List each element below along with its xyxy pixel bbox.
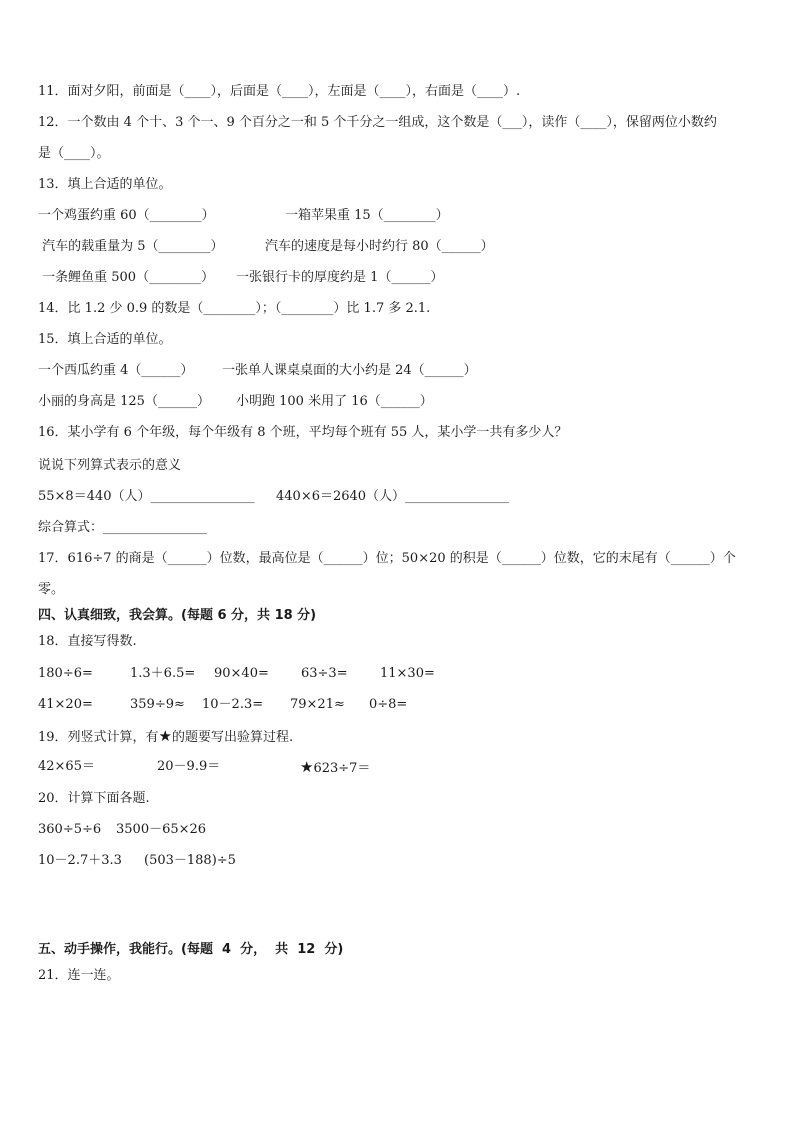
q16-subtitle: 说说下列算式表示的意义 bbox=[38, 458, 182, 473]
q15-height: 小丽的身高是 125（______） bbox=[38, 394, 210, 409]
q18-item: 90×40= bbox=[214, 666, 269, 681]
question-15: 15．填上合适的单位。 bbox=[38, 332, 172, 347]
star-icon: ★ bbox=[158, 727, 172, 745]
q19-item: 20－9.9＝ bbox=[157, 759, 221, 774]
q16-combined: 综合算式：________________ bbox=[38, 520, 208, 535]
q13-truck-load: 汽车的载重量为 5（________） bbox=[38, 239, 224, 254]
q18-item: 41×20= bbox=[38, 697, 93, 712]
q18-item: 11×30= bbox=[380, 666, 435, 681]
q15-run: 小明跑 100 米用了 16（______） bbox=[236, 394, 433, 409]
q19-item-starred: ★623÷7＝ bbox=[300, 758, 371, 776]
q18-item: 180÷6= bbox=[38, 666, 93, 681]
section-5-heading: 五、动手操作，我能行。(每题 4 分， 共 12 分) bbox=[38, 942, 344, 957]
q18-item: 79×21≈ bbox=[290, 697, 345, 712]
question-21: 21．连一连。 bbox=[38, 968, 120, 983]
question-18: 18．直接写得数. bbox=[38, 634, 137, 649]
q18-item: 10－2.3= bbox=[202, 697, 264, 712]
q16-equation-2: 440×6＝2640（人）________________ bbox=[276, 489, 510, 504]
q13-bank-card: 一张银行卡的厚度约是 1（______） bbox=[236, 270, 444, 285]
question-12-line1: 12．一个数由 4 个十、3 个一、9 个百分之一和 5 个千分之一组成，这个数是（___），读作（____），保留两位小数约 bbox=[38, 115, 717, 130]
q13-egg: 一个鸡蛋约重 60（________） bbox=[38, 208, 215, 223]
section-4-heading: 四、认真细致，我会算。(每题 6 分，共 18 分) bbox=[38, 608, 317, 623]
q18-item: 1.3＋6.5= bbox=[130, 666, 196, 681]
star-icon: ★ bbox=[300, 758, 314, 776]
question-16: 16．某小学有 6 个年级，每个年级有 8 个班，平均每个班有 55 人，某小学一共有多少人？ bbox=[38, 425, 568, 440]
question-14: 14．比 1.2 少 0.9 的数是（________）；（________）比 1.7 多 2.1. bbox=[38, 301, 431, 316]
question-13: 13．填上合适的单位。 bbox=[38, 177, 172, 192]
q13-apples: 一箱苹果重 15（________） bbox=[285, 208, 449, 223]
question-20: 20．计算下面各题. bbox=[38, 791, 150, 806]
q20-item: 3500－65×26 bbox=[116, 822, 207, 837]
q13-carp: 一条鲤鱼重 500（________） bbox=[38, 270, 215, 285]
q13-truck-speed: 汽车的速度是每小时约行 80（______） bbox=[265, 239, 494, 254]
q16-equation-1: 55×8＝440（人）________________ bbox=[38, 489, 255, 504]
q18-item: 0÷8= bbox=[369, 697, 408, 712]
q19-text-a: 19．列竖式计算，有 bbox=[38, 730, 159, 745]
question-12-line2: 是（____）。 bbox=[38, 146, 110, 161]
q18-item: 63÷3= bbox=[301, 666, 348, 681]
q15-watermelon: 一个西瓜约重 4（______） bbox=[38, 363, 194, 378]
question-11: 11．面对夕阳，前面是（____），后面是（____），左面是（____），右面是（____）. bbox=[38, 84, 521, 99]
question-19 bbox=[38, 727, 293, 745]
q20-item: (503－188)÷5 bbox=[144, 853, 236, 868]
q20-item: 360÷5÷6 bbox=[38, 822, 102, 837]
q20-item: 10－2.7＋3.3 bbox=[38, 853, 122, 868]
q19-text-b: 的题要写出验算过程. bbox=[172, 730, 294, 745]
question-17-line2: 零。 bbox=[38, 582, 65, 597]
q15-desk: 一张单人课桌桌面的大小约是 24（______） bbox=[222, 363, 477, 378]
q18-item: 359÷9≈ bbox=[130, 697, 185, 712]
question-17-line1: 17．616÷7 的商是（______）位数，最高位是（______）位；50×20 的积是（______）位数，它的末尾有（______）个 bbox=[38, 551, 736, 566]
q19-item: 42×65＝ bbox=[38, 759, 95, 774]
